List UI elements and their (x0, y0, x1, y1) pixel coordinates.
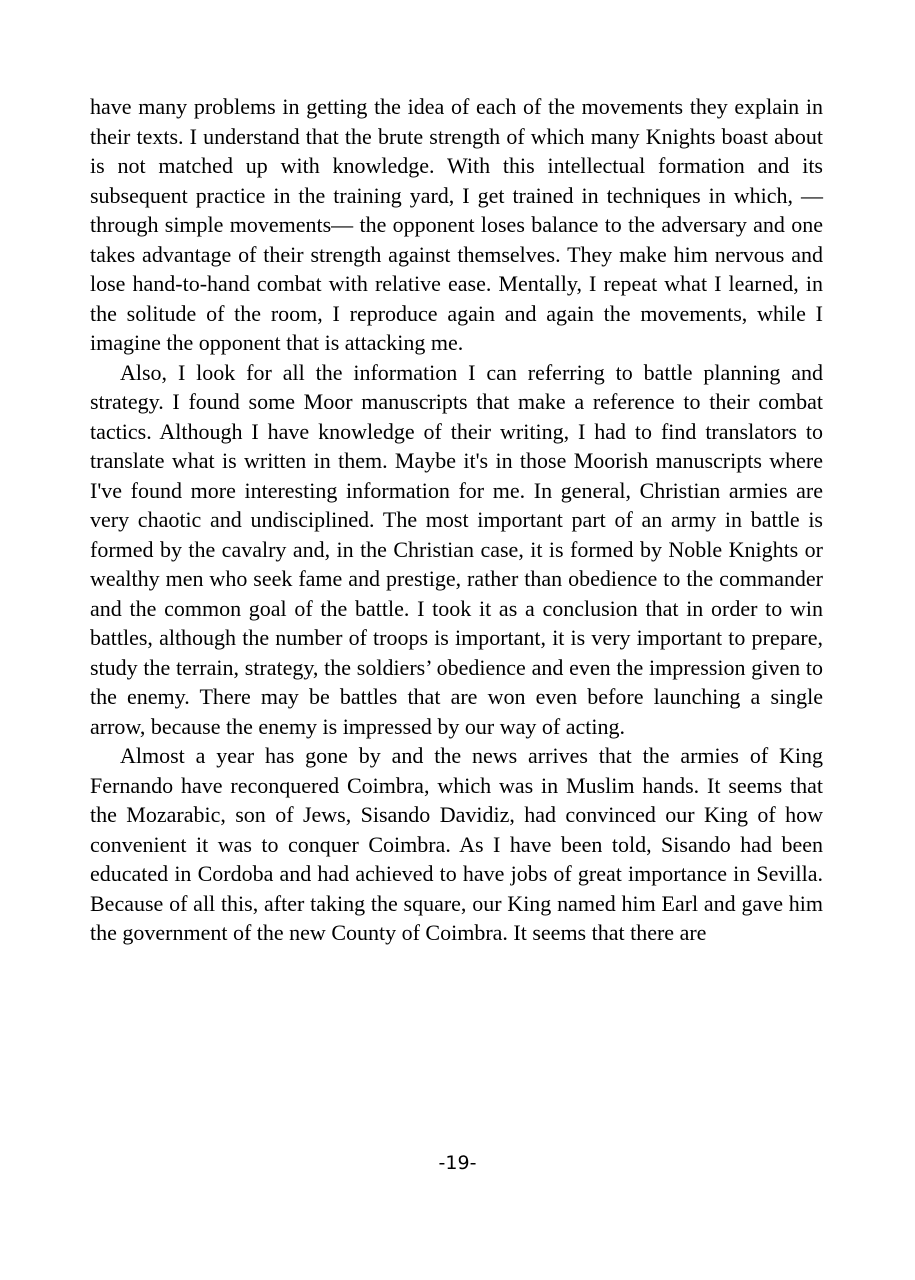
body-paragraph: Almost a year has gone by and the news arrives that the armies of King Fernando have reconquered Coimbra, which was in Muslim hands. It seems that the Mozarabic, son of Jews, Sisando Davidiz, had convinced our King of how convenient it was to conquer Coimbra. As I have been told, Sisando had been educated in Cordoba and had achieved to have jobs of great importance in Sevilla. Because of all this, after taking the square, our King named him Earl and gave him the government of the new County of Coimbra. It seems that there are (90, 743, 823, 945)
body-paragraph: have many problems in getting the idea of each of the movements they explain in their texts. I understand that the brute strength of which many Knights boast about is not matched up with knowledge. With this intellectual formation and its subsequent practice in the training yard, I get trained in techniques in which, —through simple movements— the opponent loses balance to the adversary and one takes advantage of their strength against themselves. They make him nervous and lose hand-to-hand combat with relative ease. Mentally, I repeat what I learned, in the solitude of the room, I reproduce again and again the movements, while I imagine the opponent that is attacking me. (90, 94, 823, 355)
page-number: -19- (438, 1152, 477, 1174)
body-paragraph: Also, I look for all the information I can referring to battle planning and strategy. I found some Moor manuscripts that make a reference to their combat tactics. Although I have knowledge of their writing, I had to find translators to translate what is written in them. Maybe it's in those Moorish manuscripts where I've found more interesting information for me. In general, Christian armies are very chaotic and undisciplined. The most important part of an army in battle is formed by the cavalry and, in the Christian case, it is formed by Noble Knights or wealthy men who seek fame and prestige, rather than obedience to the commander and the common goal of the battle. I took it as a conclusion that in order to win battles, although the number of troops is important, it is very important to prepare, study the terrain, strategy, the soldiers’ obedience and even the impression given to the enemy. There may be battles that are won even before launching a single arrow, because the enemy is impressed by our way of acting. (90, 359, 823, 739)
body-text-block (90, 92, 823, 948)
